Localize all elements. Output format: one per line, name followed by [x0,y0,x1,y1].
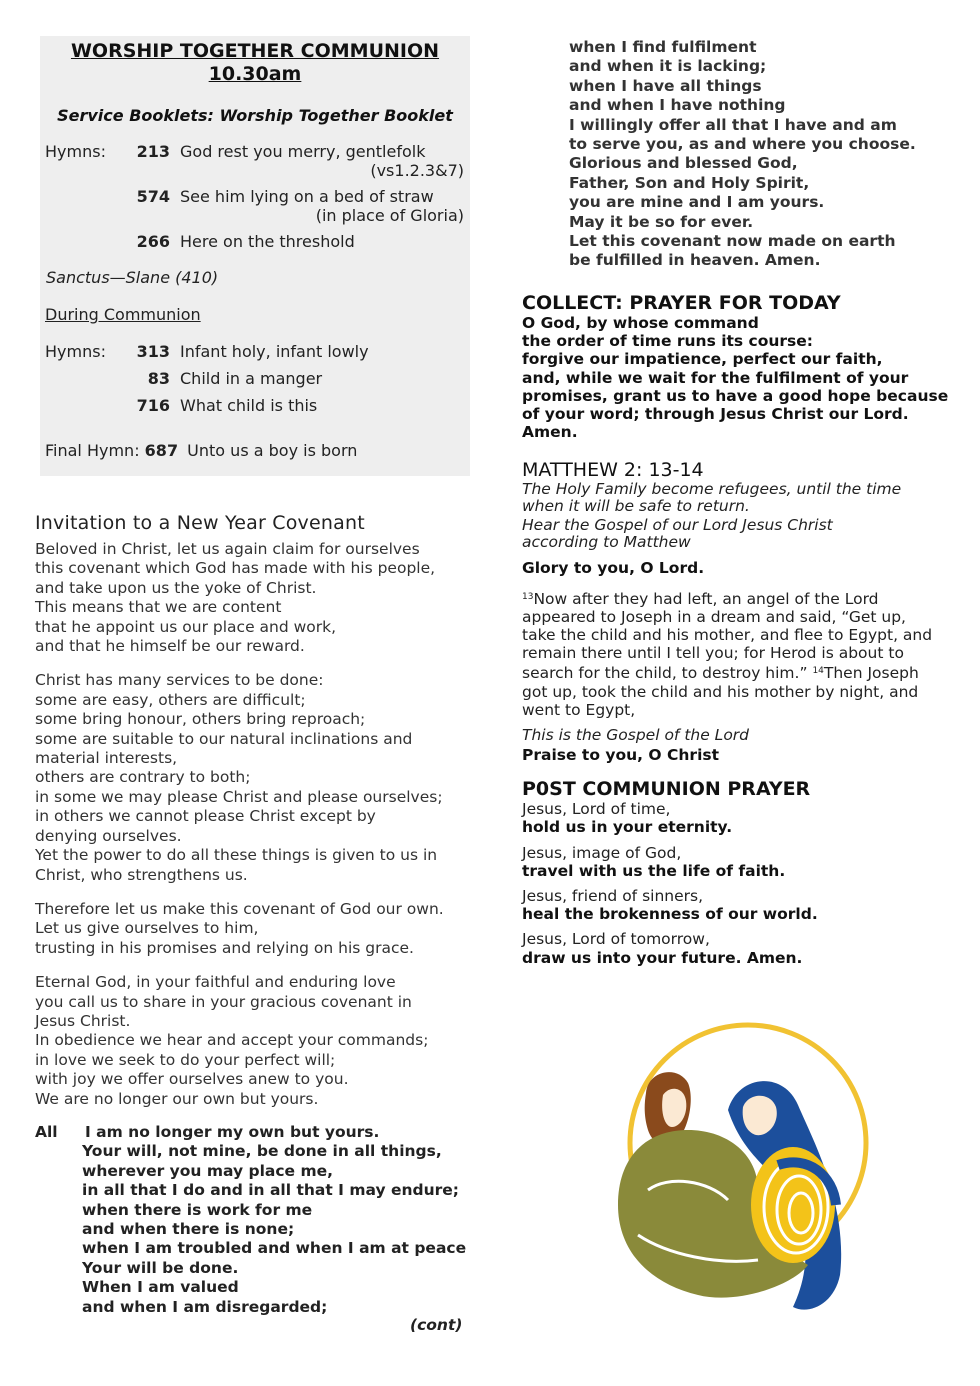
text-line: Eternal God, in your faithful and enduring love [35,973,396,992]
text-line: others are contrary to both; [35,768,251,787]
covenant-heading: Invitation to a New Year Covenant [35,512,365,534]
text-line: promises, grant us to have a good hope because [522,386,949,405]
covenant-continuation [569,38,969,271]
text-line: wherever you may place me, [82,1161,334,1180]
text-line: in all that I do and in all that I may endure; [82,1181,459,1200]
text-line: you call us to share in your gracious covenant in [35,992,412,1011]
gospel-response-praise: Praise to you, O Christ [522,746,720,765]
text-line: O God, by whose command [522,314,759,332]
text-line: When I am valued [82,1278,239,1297]
text-line: take the child and his mother, and flee to Egypt, and [522,626,933,645]
text-line: Beloved in Christ, let us again claim for ourselves [35,540,420,558]
text-line: according to Matthew [522,533,691,552]
text-line: Hear the Gospel of our Lord Jesus Christ [522,516,833,535]
text-line: you are mine and I am yours. [569,193,825,212]
text-line: when I am troubled and when I am at peace [82,1239,467,1258]
service-box [40,36,470,476]
text-line: and, while we wait for the fulfilment of your [522,368,909,387]
text-line: and take upon us the yoke of Christ. [35,578,317,597]
text-line: and when it is lacking; [569,57,767,76]
all-response [35,1123,475,1317]
text-line: In obedience we hear and accept your commands; [35,1031,429,1050]
collect-heading: COLLECT: PRAYER FOR TODAY [522,292,841,314]
text-line: appeared to Joseph in a dream and said, “Get up, [522,607,906,626]
text-line: forgive our impatience, perfect our faith, [522,350,883,369]
text-line: when there is work for me [82,1200,313,1219]
text-line: of your word; through Jesus Christ our Lord. [522,405,909,424]
text-line: Glorious and blessed God, [569,154,798,173]
gospel-heading: MATTHEW 2: 13-14 [522,459,704,482]
text-line: got up, took the child and his mother by night, and [522,682,919,701]
covenant-para4 [35,973,475,1109]
text-line: Father, Son and Holy Spirit, [569,173,810,192]
text-line: remain there until I tell you; for Herod is about to [522,644,904,663]
prayer-call: Jesus, image of God, [522,843,682,862]
prayer-response: travel with us the life of faith. [522,861,786,880]
service-title-line1: WORSHIP TOGETHER COMMUNION [70,40,440,62]
hymn-note: (vs1.2.3&7) [370,161,464,180]
text-line: material interests, [35,749,178,768]
during-communion-heading: During Communion [45,305,201,324]
gospel-intro [522,481,962,551]
text-line: I am no longer my own but yours. [85,1123,380,1141]
text-line: and when I am disregarded; [82,1297,328,1316]
hymn-number: 574 [136,187,170,206]
text-line: in some we may please Christ and please ourselves; [35,787,443,806]
holy-family-icon [608,1015,878,1315]
prayer-response: heal the brokenness of our world. [522,905,818,924]
text-line: search for the child, to destroy him.” [522,664,808,683]
text-line: denying ourselves. [35,826,182,845]
prayer-call: Jesus, friend of sinners, [522,887,704,906]
final-hymn-number: 687 [144,441,179,460]
text-line: the order of time runs its course: [522,332,813,351]
verse-number: 13 [522,591,534,602]
text-line: and that he himself be our reward. [35,637,305,656]
hymn-number: 83 [147,369,170,388]
text-line: Let us give ourselves to him, [35,919,259,938]
text-line: in love we seek to do your perfect will; [35,1050,336,1069]
holy-family-illustration [608,1015,878,1315]
service-time: 10.30am [208,63,302,85]
text-line: trusting in his promises and relying on his grace. [35,938,414,957]
text-line: this covenant which God has made with his people, [35,559,436,578]
text-line: some are suitable to our natural inclinations and [35,729,413,748]
communion-hymns-label: Hymns: [45,342,106,361]
gospel-closing: This is the Gospel of the Lord [522,726,750,745]
collect-text [522,314,962,441]
text-line: and when there is none; [82,1220,295,1239]
prayer-call: Jesus, Lord of tomorrow, [522,930,710,949]
text-line: Therefore let us make this covenant of God our own. [35,899,444,918]
covenant-section [35,512,475,1109]
all-lines [82,1123,475,1317]
service-title [40,40,470,86]
text-line: in others we cannot please Christ except by [35,807,376,826]
text-line: This means that we are content [35,598,282,617]
text-line: I willingly offer all that I have and am [569,115,897,134]
text-line: Your will, not mine, be done in all things, [82,1142,442,1161]
right-column [522,292,962,967]
hymn-title: Infant holy, infant lowly [180,342,369,361]
all-label: All [35,1123,58,1141]
text-line: Christ, who strengthens us. [35,865,248,884]
hymn-title: Here on the threshold [180,232,355,251]
gospel-response-glory: Glory to you, O Lord. [522,559,705,578]
hymn-number: 266 [136,232,170,251]
prayer-response: hold us in your eternity. [522,818,733,837]
hymn-title: See him lying on a bed of straw [180,187,434,206]
text-line: Amen. [522,423,578,442]
final-hymn-title: Unto us a boy is born [187,441,358,460]
text-line: and when I have nothing [569,96,786,115]
hymn-title: Child in a manger [180,369,323,388]
hymn-number: 716 [136,396,170,415]
hymns-label: Hymns: [45,142,106,161]
text-line: Jesus Christ. [35,1011,131,1030]
text-line: Now after they had left, an angel of the Lord [533,589,879,608]
gospel-reading [522,588,962,719]
text-line: when I find fulfilment [569,38,757,56]
text-line: some bring honour, others bring reproach; [35,710,366,729]
communion-hymn-list [130,342,470,422]
final-hymn-label: Final Hymn: [45,441,140,460]
text-line: May it be so for ever. [569,212,754,231]
text-line: Your will be done. [82,1258,239,1277]
covenant-para3 [35,900,475,958]
prayer-call: Jesus, Lord of time, [522,800,671,819]
covenant-para2 [35,671,475,884]
text-line: went to Egypt, [522,700,636,719]
text-line: that he appoint us our place and work, [35,617,337,636]
text-line: to serve you, as and where you choose. [569,135,916,154]
post-communion-heading: P0ST COMMUNION PRAYER [522,778,811,801]
verse-number: 14 [812,666,824,677]
text-line: when it will be safe to return. [522,497,750,516]
hymn-title: God rest you merry, gentlefolk [180,142,426,161]
text-line: We are no longer our own but yours. [35,1089,319,1108]
prayer-response: draw us into your future. Amen. [522,948,803,967]
covenant-para1 [35,540,475,656]
text-line: when I have all things [569,76,762,95]
hymn-number: 213 [136,142,170,161]
post-communion-prayer [522,800,962,967]
text-line: Christ has many services to be done: [35,671,324,690]
text-line: be fulfilled in heaven. Amen. [569,251,821,270]
hymn-item [130,232,470,252]
text-line: with joy we offer ourselves anew to you. [35,1070,349,1089]
hymn-number: 313 [136,342,170,361]
text-line: some are easy, others are difficult; [35,690,306,709]
final-hymn [45,441,357,460]
text-line: The Holy Family become refugees, until the time [522,480,902,499]
hymn-item [130,187,470,227]
hymn-note: (in place of Gloria) [315,206,464,225]
hymn-title: What child is this [180,396,318,415]
service-booklets: Service Booklets: Worship Together Booklet [57,106,453,125]
text-line: Then Joseph [823,664,919,683]
sanctus: Sanctus—Slane (410) [46,268,219,287]
text-line: Yet the power to do all these things is given to us in [35,846,438,865]
text-line: Let this covenant now made on earth [569,232,896,251]
continued-note: (cont) [410,1316,463,1334]
